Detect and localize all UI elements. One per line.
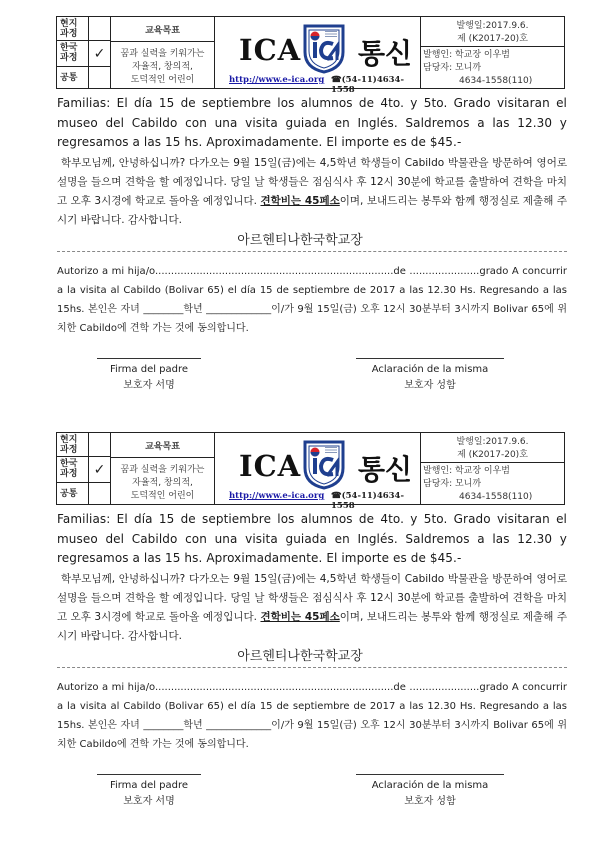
issue-date-number: 발행일:2017.9.6. 제 (K2017-20)호	[421, 17, 564, 47]
course-row-common	[57, 67, 110, 88]
course-label-local: 현지 과정	[57, 433, 89, 456]
korean-paragraph: 학부모님께, 안녕하십니까? 다가오는 9월 15일(금)에는 4,5학년 학생들이 Cabildo 박물관을 방문하여 영어로 설명을 들으며 견학을 할 예정입니다. 당일 날 학생들은 점심식사 후 12시 30분에 학교를 출발하여 견학을 마치고 오후 3시경에 학교로 돌아올 예정입니다. 견학비는 45페소이며, 보내드리는 봉투와 함께 행정실로 제출해 주시기 바랍니다. 감사합니다.	[57, 573, 567, 642]
website-link[interactable]: http://www.e-ica.org	[229, 491, 325, 501]
phone-number: ☎(54-11)4634-1558	[331, 75, 405, 95]
contact-person: 담당자: 모니까	[423, 63, 482, 73]
notice-copy-2	[0, 416, 600, 836]
contact-phone: 4634-1558(110)	[459, 492, 533, 502]
authorization-paragraph: Autorizo a mi hija/o...........................................................................de ......................grado A concurrir a la visita al Cabildo (Bolivar 65) el día 15 de septiembre de 2017 a las 12.30 Hs. Regresando a las 15hs. 본인은 자녀 ________학년 _____________이/가 9월 15일(금) 오후 12시 30분부터 3시까지 Bolivar 65에 위치한 Cabildo에 견학 가는 것에 동의합니다.	[57, 682, 567, 750]
goal-title: 교육목표	[111, 433, 214, 458]
education-goal-column	[111, 17, 215, 88]
brand-block	[215, 433, 421, 511]
signature-line	[97, 774, 201, 775]
phone-number: ☎(54-11)4634-1558	[331, 491, 405, 511]
signature-label-ko: 보호자 서명	[123, 796, 175, 807]
spanish-paragraph: Familias: El día 15 de septiembre los alumnos de 4to. y 5to. Grado visitaran el museo del Cabildo con una visita guiada en Inglés. Saldremos a las 12.30 y regresamos a las 15 hs. Aproximadamente. El importe es de $45.-	[57, 512, 567, 565]
website-link[interactable]: http://www.e-ica.org	[229, 75, 325, 85]
education-goal-column	[111, 433, 215, 504]
parent-signature-field[interactable]	[97, 774, 201, 810]
goal-body: 꿈과 실력을 키워가는 자율적, 창의적, 도덕적인 어린이	[120, 465, 205, 501]
course-row-local	[57, 17, 110, 41]
notice-copy-1	[0, 0, 600, 420]
name-label-ko: 보호자 성함	[404, 796, 456, 807]
parent-signature-field[interactable]	[97, 358, 201, 394]
korean-paragraph: 학부모님께, 안녕하십니까? 다가오는 9월 15일(금)에는 4,5학년 학생들이 Cabildo 박물관을 방문하여 영어로 설명을 들으며 견학을 할 예정입니다. 당일 날 학생들은 점심식사 후 12시 30분에 학교를 출발하여 견학을 마치고 오후 3시경에 학교로 돌아올 예정입니다. 견학비는 45페소이며, 보내드리는 봉투와 함께 행정실로 제출해 주시기 바랍니다. 감사합니다.	[57, 157, 567, 226]
course-check-local	[89, 433, 110, 456]
school-name: 아르헨티나한국학교장	[237, 649, 363, 664]
ica-shield-logo-icon	[303, 440, 345, 490]
course-check-local	[89, 17, 110, 40]
course-type-column	[57, 433, 111, 504]
issue-info-column	[421, 17, 564, 88]
ica-shield-logo-icon	[303, 24, 345, 74]
brand-suffix: 통신	[358, 453, 413, 486]
course-row-korean	[57, 41, 110, 67]
parent-name-field[interactable]	[356, 358, 504, 394]
issue-date-number: 발행일:2017.9.6. 제 (K2017-20)호	[421, 433, 564, 463]
publisher-info	[421, 47, 564, 88]
fee-highlight: 견학비는 45페소	[260, 195, 340, 207]
name-label-es: Aclaración de la misma	[371, 780, 489, 791]
contact-phone: 4634-1558(110)	[459, 76, 533, 86]
course-type-column	[57, 17, 111, 88]
checkmark-icon: ✓	[93, 45, 106, 62]
signature-label-es: Firma del padre	[109, 780, 189, 791]
signature-label-es: Firma del padre	[109, 364, 189, 375]
parent-name-field[interactable]	[356, 774, 504, 810]
header-table	[56, 16, 565, 95]
brand-block	[215, 17, 421, 95]
issue-info-column	[421, 433, 564, 504]
publisher-info	[421, 463, 564, 504]
name-label-es: Aclaración de la misma	[371, 364, 489, 375]
course-label-korean: 한국 과정	[57, 457, 89, 482]
publisher: 발행인: 학교장 이우범	[423, 466, 511, 476]
cut-line-divider	[57, 251, 567, 252]
header-table	[56, 432, 565, 511]
course-label-korean: 한국 과정	[57, 41, 89, 66]
signature-label-ko: 보호자 서명	[123, 380, 175, 391]
signature-line	[97, 358, 201, 359]
course-label-common: 공통	[57, 67, 89, 88]
course-label-local: 현지 과정	[57, 17, 89, 40]
brand-name: ICA	[239, 33, 302, 67]
course-row-common	[57, 483, 110, 504]
course-row-korean	[57, 457, 110, 483]
goal-body: 꿈과 실력을 키워가는 자율적, 창의적, 도덕적인 어린이	[120, 49, 205, 85]
goal-title: 교육목표	[111, 17, 214, 42]
authorization-paragraph: Autorizo a mi hija/o...........................................................................de ......................grado A concurrir a la visita al Cabildo (Bolivar 65) el día 15 de septiembre de 2017 a las 12.30 Hs. Regresando a las 15hs. 본인은 자녀 ________학년 _____________이/가 9월 15일(금) 오후 12시 30분부터 3시까지 Bolivar 65에 위치한 Cabildo에 견학 가는 것에 동의합니다.	[57, 266, 567, 334]
fee-highlight: 견학비는 45페소	[260, 611, 340, 623]
spanish-paragraph: Familias: El día 15 de septiembre los alumnos de 4to. y 5to. Grado visitaran el museo del Cabildo con una visita guiada en Inglés. Saldremos a las 12.30 y regresamos a las 15 hs. Aproximadamente. El importe es de $45.-	[57, 96, 567, 149]
school-name: 아르헨티나한국학교장	[237, 233, 363, 248]
brand-name: ICA	[239, 449, 302, 483]
name-label-ko: 보호자 성함	[404, 380, 456, 391]
name-line	[356, 358, 504, 359]
brand-suffix: 통신	[358, 37, 413, 70]
course-row-local	[57, 433, 110, 457]
checkmark-icon: ✓	[93, 461, 106, 478]
publisher: 발행인: 학교장 이우범	[423, 50, 511, 60]
course-check-common	[89, 483, 110, 504]
course-check-common	[89, 67, 110, 88]
course-label-common: 공통	[57, 483, 89, 504]
cut-line-divider	[57, 667, 567, 668]
name-line	[356, 774, 504, 775]
contact-person: 담당자: 모니까	[423, 479, 482, 489]
